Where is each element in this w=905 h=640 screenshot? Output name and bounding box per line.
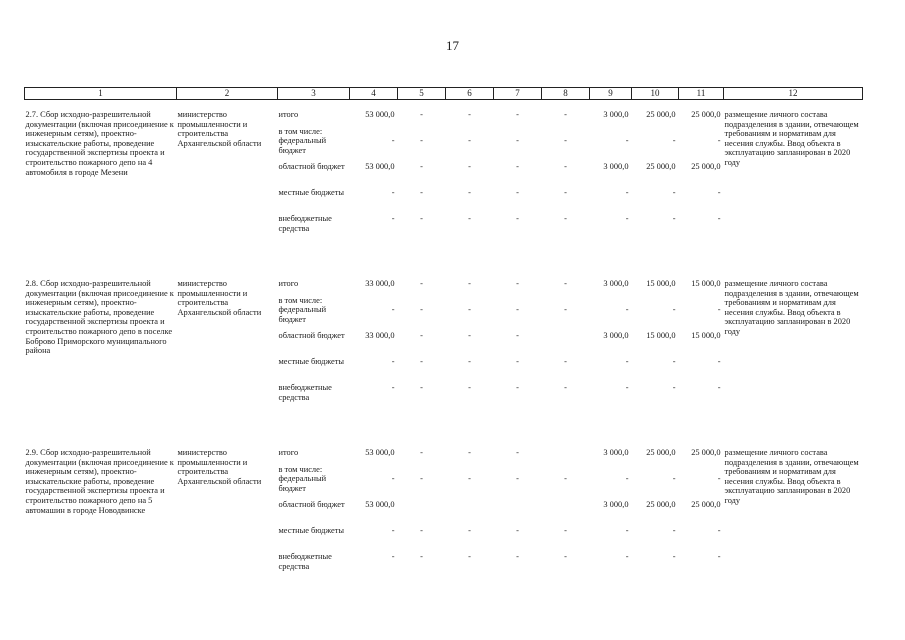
section-spacer [25, 240, 863, 279]
funding-source-label: внебюджетные средства [278, 383, 332, 402]
amount-cell: - [564, 357, 567, 366]
amount-cell: - [717, 552, 721, 561]
amount-cell [542, 127, 590, 136]
amount-cell: 25 000,0 [646, 162, 676, 171]
amount-column [542, 279, 590, 409]
amount-cell: - [516, 474, 519, 483]
amount-cell: - [625, 383, 629, 392]
amount-column [494, 448, 542, 578]
amount-cell [494, 465, 542, 474]
amount-cell: 25 000,0 [691, 162, 721, 171]
funding-source-label: федеральный бюджет [278, 474, 327, 493]
amount-cell: - [717, 214, 721, 223]
amount-column [398, 279, 446, 409]
amount-cell: - [516, 331, 519, 340]
amount-cell [350, 465, 395, 474]
amount-cell: - [717, 526, 721, 535]
amount-cell: - [625, 357, 629, 366]
amount-cell: - [516, 526, 519, 535]
amount-column [679, 110, 724, 240]
amount-cell: 15 000,0 [646, 279, 676, 288]
amount-cell: 15 000,0 [691, 331, 721, 340]
amount-cell [590, 127, 629, 136]
amount-cell: - [391, 214, 395, 223]
amount-column [632, 279, 679, 409]
amount-column [632, 448, 679, 578]
amount-cell: - [625, 474, 629, 483]
amount-cell: - [391, 188, 395, 197]
amount-cell: 25 000,0 [691, 500, 721, 509]
amount-cell [679, 127, 721, 136]
funding-source-label: в том числе: [278, 296, 323, 305]
amount-column [446, 448, 494, 578]
column-header: 8 [542, 88, 590, 100]
amount-cell [679, 296, 721, 305]
funding-source-label: федеральный бюджет [278, 136, 327, 155]
amount-cell [542, 465, 590, 474]
amount-cell: - [672, 552, 676, 561]
amount-column [350, 279, 398, 409]
amount-cell: - [516, 357, 519, 366]
amount-cell: - [420, 357, 423, 366]
amount-cell: 25 000,0 [691, 110, 721, 119]
amount-cell: - [564, 110, 567, 119]
amount-cell: 15 000,0 [691, 279, 721, 288]
amount-cell: - [468, 552, 471, 561]
amount-column [350, 448, 398, 578]
amount-cell: - [564, 383, 567, 392]
program-section-row [25, 448, 863, 578]
executor-name: министерство промышленности и строительства Архангельской области [177, 110, 262, 148]
amount-cell: 25 000,0 [646, 500, 676, 509]
amount-column [398, 448, 446, 578]
funding-source-label: областной бюджет [278, 331, 345, 340]
amount-column [590, 279, 632, 409]
column-header: 7 [494, 88, 542, 100]
amount-cell: 25 000,0 [691, 448, 721, 457]
amount-cell: - [391, 357, 395, 366]
amount-cell: - [564, 279, 567, 288]
expected-result-note: размещение личного состава подразделения в здании, отвечающем требованиям и нормативам для несения службы. Ввод объекта в эксплуатацию запланирован в 2020 году [724, 110, 859, 167]
amount-cell: - [420, 526, 423, 535]
amount-cell [446, 127, 494, 136]
amount-cell: 3 000,0 [603, 162, 629, 171]
column-header: 1 [25, 88, 177, 100]
amount-cell: - [420, 552, 423, 561]
amount-cell: - [625, 188, 629, 197]
amount-cell: 3 000,0 [603, 279, 629, 288]
amount-column [542, 110, 590, 240]
measure-title: 2.7. Сбор исходно-разрешительной документации (включая присоединение к инженерным сетям), проектно-изыскательские работы, проведение государственной экспертизы проекта и строительство пожарного депо на 4 автомобиля в городе Мезени [25, 110, 174, 177]
amount-cell: - [564, 214, 567, 223]
amount-cell: - [468, 279, 471, 288]
amount-cell [494, 127, 542, 136]
column-header: 5 [398, 88, 446, 100]
funding-source-label: итого [278, 448, 299, 457]
amount-cell: - [717, 188, 721, 197]
amount-cell: - [468, 162, 471, 171]
amount-cell: - [420, 305, 423, 314]
amount-cell [398, 127, 446, 136]
amount-cell: - [564, 188, 567, 197]
amount-cell [446, 465, 494, 474]
funding-source-label: итого [278, 279, 299, 288]
amount-cell: - [564, 162, 567, 171]
funding-source-label: местные бюджеты [278, 357, 345, 366]
executor-name: министерство промышленности и строительства Архангельской области [177, 279, 262, 317]
amount-cell: 53 000,0 [365, 162, 395, 171]
amount-cell: - [468, 214, 471, 223]
funding-source-label: внебюджетные средства [278, 552, 332, 571]
amount-cell: - [625, 552, 629, 561]
amount-cell: - [672, 383, 676, 392]
column-header: 12 [724, 88, 863, 100]
amount-cell [632, 465, 676, 474]
amount-cell: - [564, 474, 567, 483]
program-table-sheet [24, 87, 862, 578]
measure-title: 2.9. Сбор исходно-разрешительной документации (включая присоединение к инженерным сетям), проектно-изыскательские работы, проведение государственной экспертизы проекта и строительство пожарного депо на 5 автомашин в городе Новодвинске [25, 448, 174, 515]
amount-cell: 15 000,0 [646, 331, 676, 340]
amount-cell: - [672, 305, 676, 314]
amount-cell: 3 000,0 [603, 331, 629, 340]
amount-cell: 53 000,0 [365, 448, 395, 457]
section-spacer [25, 100, 863, 111]
amount-cell: - [468, 305, 471, 314]
funding-source-labels [278, 110, 350, 240]
amount-cell [350, 296, 395, 305]
measure-title: 2.8. Сбор исходно-разрешительной документации (включая присоединение к инженерным сетям), проектно-изыскательские работы, проведение государственной экспертизы проекта и строительство пожарного депо в поселке Боброво Приморского муниципального района [25, 279, 174, 356]
funding-source-labels [278, 279, 350, 409]
amount-cell: - [468, 331, 471, 340]
amount-cell: 25 000,0 [646, 448, 676, 457]
page-number: 17 [446, 38, 459, 53]
amount-cell [398, 500, 446, 526]
amount-column [590, 110, 632, 240]
amount-cell: - [625, 526, 629, 535]
column-header: 2 [177, 88, 278, 100]
amount-cell: - [516, 188, 519, 197]
amount-column [494, 110, 542, 240]
amount-cell: - [516, 383, 519, 392]
amount-cell [590, 465, 629, 474]
amount-cell: - [625, 136, 629, 145]
section-spacer [25, 409, 863, 448]
column-header: 10 [632, 88, 679, 100]
amount-cell [542, 331, 590, 357]
amount-cell: 3 000,0 [603, 500, 629, 509]
amount-cell: - [391, 383, 395, 392]
amount-cell: - [516, 305, 519, 314]
amount-cell: - [672, 136, 676, 145]
amount-cell: - [391, 474, 395, 483]
amount-cell: - [516, 136, 519, 145]
executor-name: министерство промышленности и строительства Архангельской области [177, 448, 262, 486]
amount-cell: - [717, 357, 721, 366]
amount-cell: - [391, 552, 395, 561]
amount-cell: 3 000,0 [603, 110, 629, 119]
program-table [24, 87, 863, 578]
amount-cell: - [516, 110, 519, 119]
amount-cell: 25 000,0 [646, 110, 676, 119]
amount-cell: - [420, 279, 423, 288]
amount-cell: - [516, 162, 519, 171]
amount-cell: - [420, 136, 423, 145]
amount-cell: - [717, 305, 721, 314]
amount-column [679, 448, 724, 578]
amount-column [494, 279, 542, 409]
funding-source-label: федеральный бюджет [278, 305, 327, 324]
amount-cell [494, 500, 542, 526]
funding-source-label: областной бюджет [278, 162, 345, 171]
amount-column [446, 110, 494, 240]
amount-cell [542, 448, 590, 465]
funding-source-labels [278, 448, 350, 578]
amount-cell: - [672, 214, 676, 223]
funding-source-label: местные бюджеты [278, 188, 345, 197]
amount-cell [679, 465, 721, 474]
amount-cell: - [420, 162, 423, 171]
amount-cell: - [564, 552, 567, 561]
amount-cell [590, 296, 629, 305]
column-header: 6 [446, 88, 494, 100]
amount-cell [632, 296, 676, 305]
amount-cell: - [625, 305, 629, 314]
amount-cell: - [717, 383, 721, 392]
amount-cell: - [468, 357, 471, 366]
amount-cell: - [672, 474, 676, 483]
amount-cell: - [564, 305, 567, 314]
amount-cell: - [468, 110, 471, 119]
amount-cell [446, 500, 494, 526]
amount-column [398, 110, 446, 240]
amount-column [590, 448, 632, 578]
amount-cell: - [516, 552, 519, 561]
funding-source-label: в том числе: [278, 127, 323, 136]
program-section-row [25, 110, 863, 240]
amount-cell: - [468, 474, 471, 483]
amount-cell: 53 000,0 [365, 500, 395, 509]
amount-cell: - [672, 188, 676, 197]
amount-cell: - [468, 188, 471, 197]
amount-cell: 3 000,0 [603, 448, 629, 457]
column-header: 11 [679, 88, 724, 100]
amount-cell: - [564, 136, 567, 145]
amount-cell: - [516, 279, 519, 288]
expected-result-note: размещение личного состава подразделения в здании, отвечающем требованиям и нормативам для несения службы. Ввод объекта в эксплуатацию запланирован в 2020 году [724, 448, 859, 505]
amount-cell: 53 000,0 [365, 110, 395, 119]
amount-cell [494, 296, 542, 305]
amount-cell: - [468, 448, 471, 457]
amount-cell [398, 465, 446, 474]
expected-result-note: размещение личного состава подразделения в здании, отвечающем требованиям и нормативам для несения службы. Ввод объекта в эксплуатацию запланирован в 2020 году [724, 279, 859, 336]
amount-cell [542, 500, 590, 526]
amount-column [446, 279, 494, 409]
column-header: 9 [590, 88, 632, 100]
amount-cell: - [468, 526, 471, 535]
column-header: 4 [350, 88, 398, 100]
amount-cell: - [672, 526, 676, 535]
amount-column [679, 279, 724, 409]
amount-cell: - [391, 136, 395, 145]
amount-cell: - [717, 474, 721, 483]
amount-cell: - [625, 214, 629, 223]
amount-cell: - [420, 188, 423, 197]
funding-source-label: в том числе: [278, 465, 323, 474]
amount-cell [632, 127, 676, 136]
amount-cell: - [420, 383, 423, 392]
funding-source-label: областной бюджет [278, 500, 345, 509]
funding-source-label: внебюджетные средства [278, 214, 332, 233]
amount-cell: - [391, 526, 395, 535]
amount-cell [446, 296, 494, 305]
header-row [25, 88, 863, 100]
amount-cell [542, 296, 590, 305]
amount-cell: - [672, 357, 676, 366]
amount-cell: 33 000,0 [365, 331, 395, 340]
amount-cell: - [717, 136, 721, 145]
amount-cell: - [420, 214, 423, 223]
amount-cell [350, 127, 395, 136]
program-section-row [25, 279, 863, 409]
amount-cell: - [420, 331, 423, 340]
amount-cell: - [391, 305, 395, 314]
amount-cell: - [420, 110, 423, 119]
amount-column [632, 110, 679, 240]
amount-cell: - [468, 136, 471, 145]
amount-cell: - [420, 474, 423, 483]
funding-source-label: итого [278, 110, 299, 119]
funding-source-label: местные бюджеты [278, 526, 345, 535]
amount-cell: - [420, 448, 423, 457]
amount-cell: - [468, 383, 471, 392]
amount-cell: - [516, 448, 519, 457]
amount-cell: 33 000,0 [365, 279, 395, 288]
amount-column [350, 110, 398, 240]
amount-cell: - [564, 526, 567, 535]
amount-column [542, 448, 590, 578]
amount-cell [398, 296, 446, 305]
column-header: 3 [278, 88, 350, 100]
amount-cell: - [516, 214, 519, 223]
